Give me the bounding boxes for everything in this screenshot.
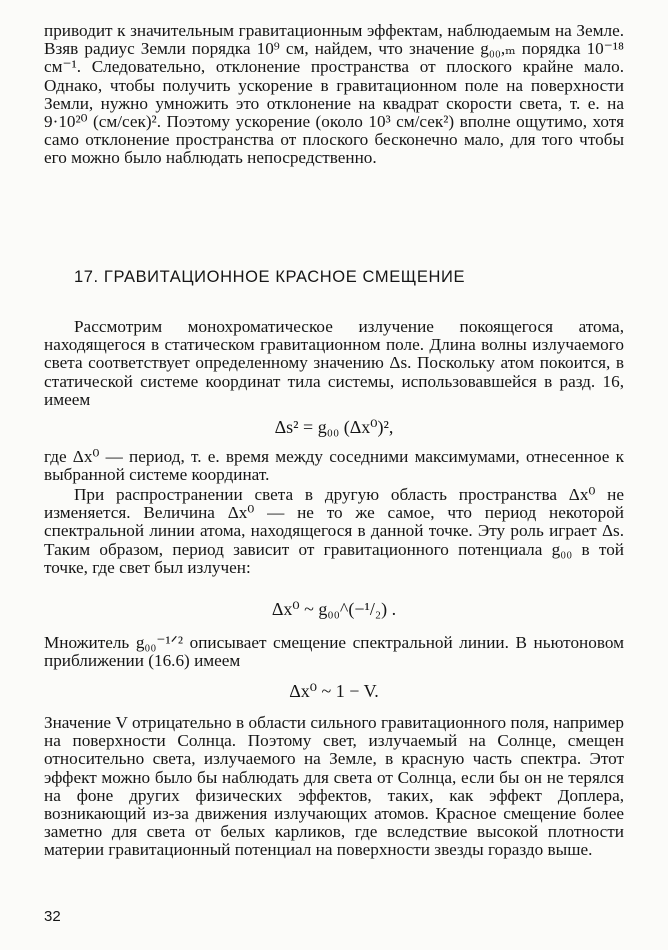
- page-number: 32: [44, 908, 61, 925]
- intro-paragraph: приводит к значительным гравитационным эффектам, наблюдаемым на Земле. Взяв радиус Земли порядка 10⁹ см, найдем, что значение g₀₀,ₘ порядка 10⁻¹⁸ см⁻¹. Следовательно, отклонение пространства от плоского крайне мало. Однако, чтобы получить ускорение в гравитационном поле на поверхности Земли, нужно умножить это отклонение на квадрат скорости света, т. е. на 9·10²⁰ (см/сек)². Поэтому ускорение (около 10³ см/сек²) вполне ощутимо, хотя само отклонение пространства от плоского бесконечно мало, для того чтобы его можно было наблюдать непосредственно.: [44, 21, 624, 168]
- paragraph-1: Рассмотрим монохроматическое излучение покоящегося атома, находящегося в статическом гравитационном поле. Длина волны излучаемого света соответствует определенному значению Δs. Поскольку атом покоится, в статической системе координат тила системы, использовавшейся в разд. 16, имеем: [44, 317, 624, 409]
- formula-1: Δs² = g₀₀ (Δx⁰)²,: [274, 417, 394, 437]
- paragraph-5: Значение V отрицательно в области сильного гравитационного поля, например на поверхности Солнца. Поэтому свет, излучаемый на Солнце, смещен относительно света, излучаемого на Земле, в красную часть спектра. Этот эффект можно было бы наблюдать для света от Солнца, если бы он не терялся на фоне других физических эффектов, таких, как эффект Доплера, возникающий из-за движения излучающих атомов. Красное смещение более заметно для света от белых карликов, где вследствие высокой плотности материи гравитационный потенциал на поверхности звезды гораздо выше.: [44, 713, 624, 860]
- formula-3: Δx⁰ ~ 1 − V.: [289, 681, 379, 701]
- section-heading: 17. ГРАВИТАЦИОННОЕ КРАСНОЕ СМЕЩЕНИЕ: [74, 268, 466, 286]
- paragraph-3: При распространении света в другую область пространства Δx⁰ не изменяется. Величина Δx⁰ — не то же самое, что период некоторой спектральной линии атома, находящегося в данной точке. Эту роль играет Δs. Таким образом, период зависит от гравитационного потенциала g₀₀ в той точке, где свет был излучен:: [44, 485, 624, 577]
- paragraph-2: где Δx⁰ — период, т. е. время между соседними максимумами, отнесенное к выбранной системе координат.: [44, 447, 624, 485]
- paragraph-4: Множитель g₀₀⁻¹ᐟ² описывает смещение спектральной линии. В ньютоновом приближении (16.6) имеем: [44, 633, 624, 671]
- formula-2: Δx⁰ ~ g₀₀^(−¹/₂) .: [271, 599, 397, 619]
